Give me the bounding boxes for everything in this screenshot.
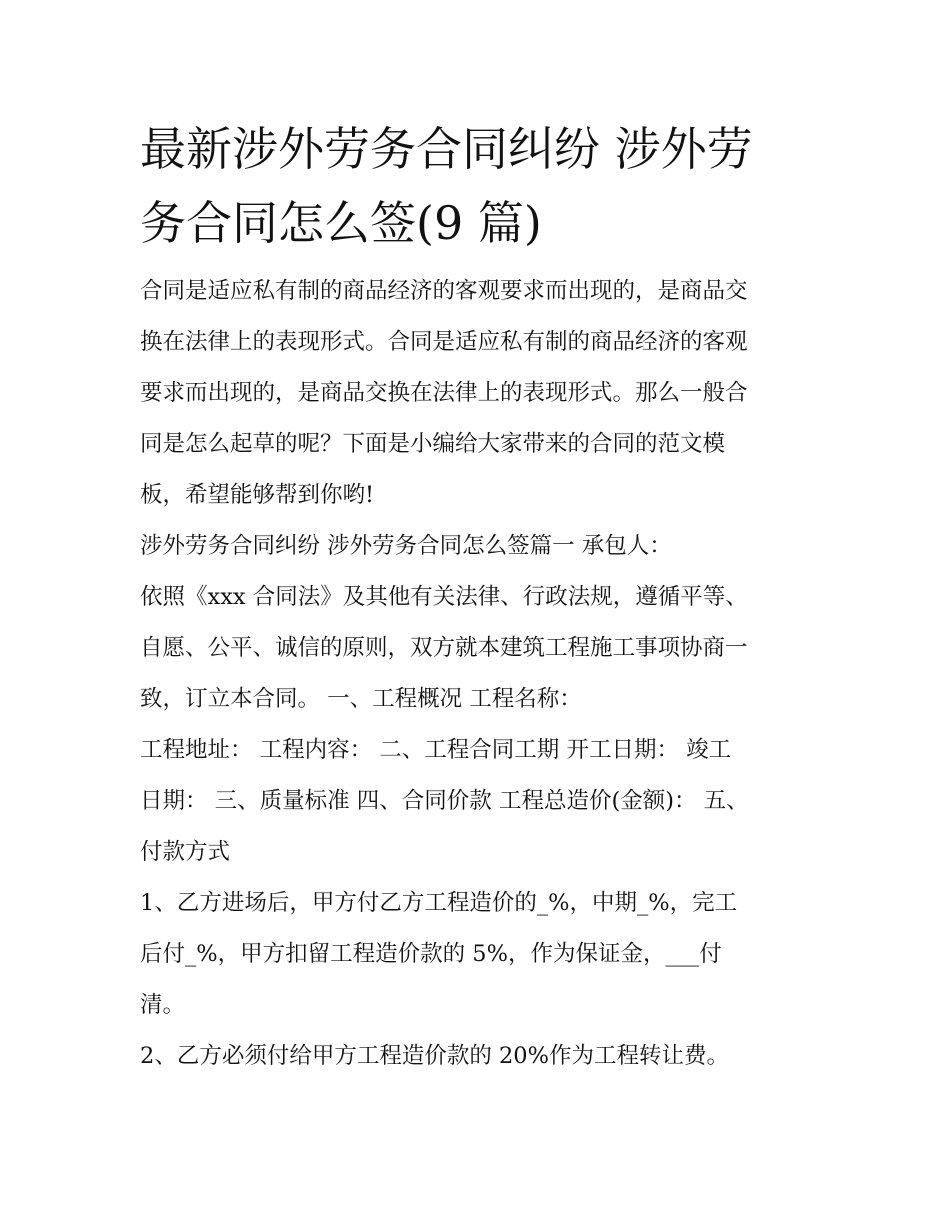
text-line: 依照《xxx 合同法》及其他有关法律、行政法规，遵循平等、 xyxy=(140,584,748,610)
document-page xyxy=(140,112,820,1082)
text-line: 2、乙方必须付给甲方工程造价款的 20%作为工程转让费。 xyxy=(140,1043,729,1069)
text-line: 板，希望能够帮到你哟! xyxy=(140,482,375,508)
title-line: 最新涉外劳务合同纠纷 涉外劳 xyxy=(140,122,753,176)
title-line: 务合同怎么签(9 篇) xyxy=(140,196,542,250)
text-line: 付款方式 xyxy=(140,839,231,865)
text-line: 涉外劳务合同纠纷 涉外劳务合同怎么签篇一 承包人： xyxy=(140,533,672,559)
text-line: 清。 xyxy=(140,992,186,1018)
text-line: 1、乙方进场后，甲方付乙方工程造价的_%，中期_%，完工 xyxy=(140,890,738,916)
text-line: 同是怎么起草的呢？下面是小编给大家带来的合同的范文模 xyxy=(140,431,726,457)
clause-2 xyxy=(140,1031,820,1082)
text-line: 换在法律上的表现形式。合同是适应私有制的商品经济的客观 xyxy=(140,329,748,355)
text-line: 后付_%，甲方扣留工程造价款的 5%，作为保证金，___付 xyxy=(140,941,722,967)
text-line: 要求而出现的，是商品交换在法律上的表现形式。那么一般合 xyxy=(140,380,748,406)
intro-paragraph xyxy=(140,266,820,521)
text-line: 工程地址： 工程内容： 二、工程合同工期 开工日期： 竣工 xyxy=(140,737,732,763)
text-line: 日期： 三、质量标准 四、合同价款 工程总造价(金额)： 五、 xyxy=(140,788,749,814)
text-line: 致，订立本合同。 一、工程概况 工程名称： xyxy=(140,686,582,712)
text-line: 自愿、公平、诚信的原则，双方就本建筑工程施工事项协商一 xyxy=(140,635,748,661)
clause-1 xyxy=(140,878,820,1031)
basis-paragraph xyxy=(140,572,820,725)
terms-paragraph xyxy=(140,725,820,878)
text-line: 合同是适应私有制的商品经济的客观要求而出现的，是商品交 xyxy=(140,278,748,304)
document-title xyxy=(140,112,820,260)
section-heading xyxy=(140,521,820,572)
